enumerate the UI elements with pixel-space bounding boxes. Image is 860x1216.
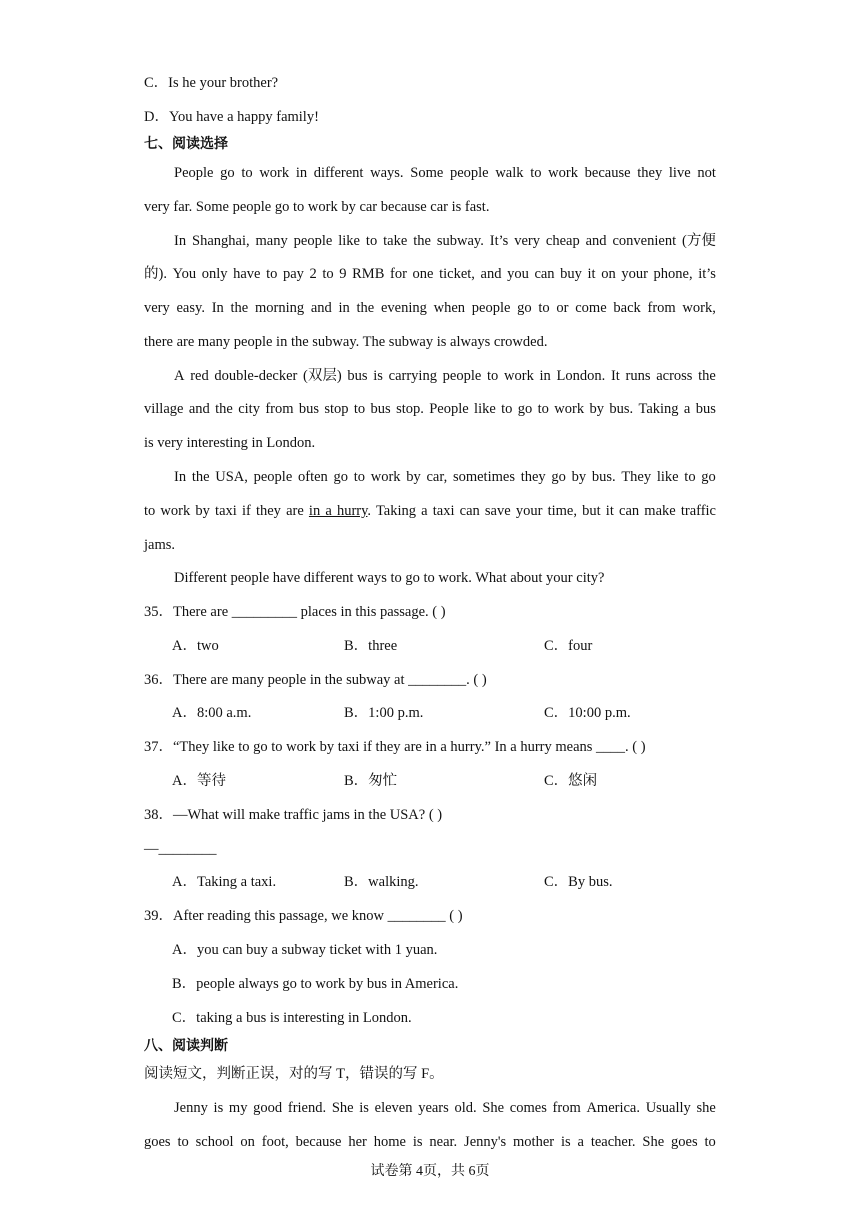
underlined-phrase: in a hurry (308, 503, 368, 519)
question-stem: 37．“They like to go to work by taxi if they are in a hurry.” In a hurry means ____. ( ) (144, 739, 646, 755)
option-b[interactable]: B．three (344, 638, 398, 654)
option-a[interactable]: A．two (172, 638, 219, 654)
question-stem: 35．There are _________ places in this passage. ( ) (144, 604, 446, 620)
passage-paragraph: Different people have different ways to go to work. What about your city? (174, 570, 605, 586)
option-c[interactable]: C．taking a bus is interesting in London. (172, 1010, 412, 1026)
section-8-title: 八、阅读判断 (144, 1038, 228, 1054)
text-line: very easy. In the morning and in the evening when people go to or come back from work, (144, 300, 716, 316)
option-b[interactable]: B．people always go to work by bus in America. (172, 976, 459, 992)
question-stem: 38．—What will make traffic jams in the USA? ( ) (144, 807, 443, 823)
prev-option-c: C．Is he your brother? (144, 75, 279, 91)
text-line: is very interesting in London. (144, 435, 316, 451)
answer-line: —________ (144, 841, 217, 857)
section-8-instruction: 阅读短文，判断正误，对的写 T，错误的写 F。 (144, 1066, 444, 1082)
option-c[interactable]: C．By bus. (544, 874, 613, 890)
option-c[interactable]: C．four (544, 638, 593, 654)
option-a[interactable]: A．8:00 a.m. (172, 705, 252, 721)
text-line: village and the city from bus stop to bus stop. People like to go to work by bus. Taking a bus (144, 401, 716, 417)
option-b[interactable]: B．walking. (344, 874, 419, 890)
page-footer: 试卷第 4页，共 6页 (370, 1164, 490, 1179)
text-line: In the USA, people often go to work by car, sometimes they go by bus. They like to go (174, 469, 716, 485)
question-stem: 39．After reading this passage, we know ________ ( ) (144, 908, 463, 924)
option-c[interactable]: C．10:00 p.m. (544, 705, 631, 721)
option-b[interactable]: B．匆忙 (344, 773, 398, 789)
text-line: jams. (144, 537, 176, 553)
text-line: Jenny is my good friend. She is eleven years old. She comes from America. Usually she (174, 1100, 716, 1116)
section-7-title: 七、阅读选择 (144, 136, 228, 152)
text-line: People go to work in different ways. Some people walk to work because they live not (174, 165, 716, 181)
option-a[interactable]: A．you can buy a subway ticket with 1 yuan. (172, 942, 438, 958)
text-line: to work by taxi if they are in a hurry. Taking a taxi can save your time, but it can make traffic (144, 503, 716, 519)
text-line: goes to school on foot, because her home is near. Jenny's mother is a teacher. She goes to (144, 1134, 716, 1150)
question-stem: 36．There are many people in the subway at ________. ( ) (144, 672, 487, 688)
option-c[interactable]: C．悠闲 (544, 773, 598, 789)
option-b[interactable]: B．1:00 p.m. (344, 705, 424, 721)
text-line: very far. Some people go to work by car because car is fast. (144, 199, 490, 215)
text-line: In Shanghai, many people like to take the subway. It’s very cheap and convenient (方便 (174, 233, 716, 249)
text-line: A red double-decker (双层) bus is carrying people to work in London. It runs across the (174, 368, 716, 384)
option-a[interactable]: A．等待 (172, 773, 226, 789)
text-line: 的). You only have to pay 2 to 9 RMB for one ticket, and you can buy it on your phone, it’s (144, 266, 716, 282)
text-line: there are many people in the subway. The subway is always crowded. (144, 334, 548, 350)
prev-option-d: D．You have a happy family! (144, 109, 319, 125)
option-a[interactable]: A．Taking a taxi. (172, 874, 277, 890)
